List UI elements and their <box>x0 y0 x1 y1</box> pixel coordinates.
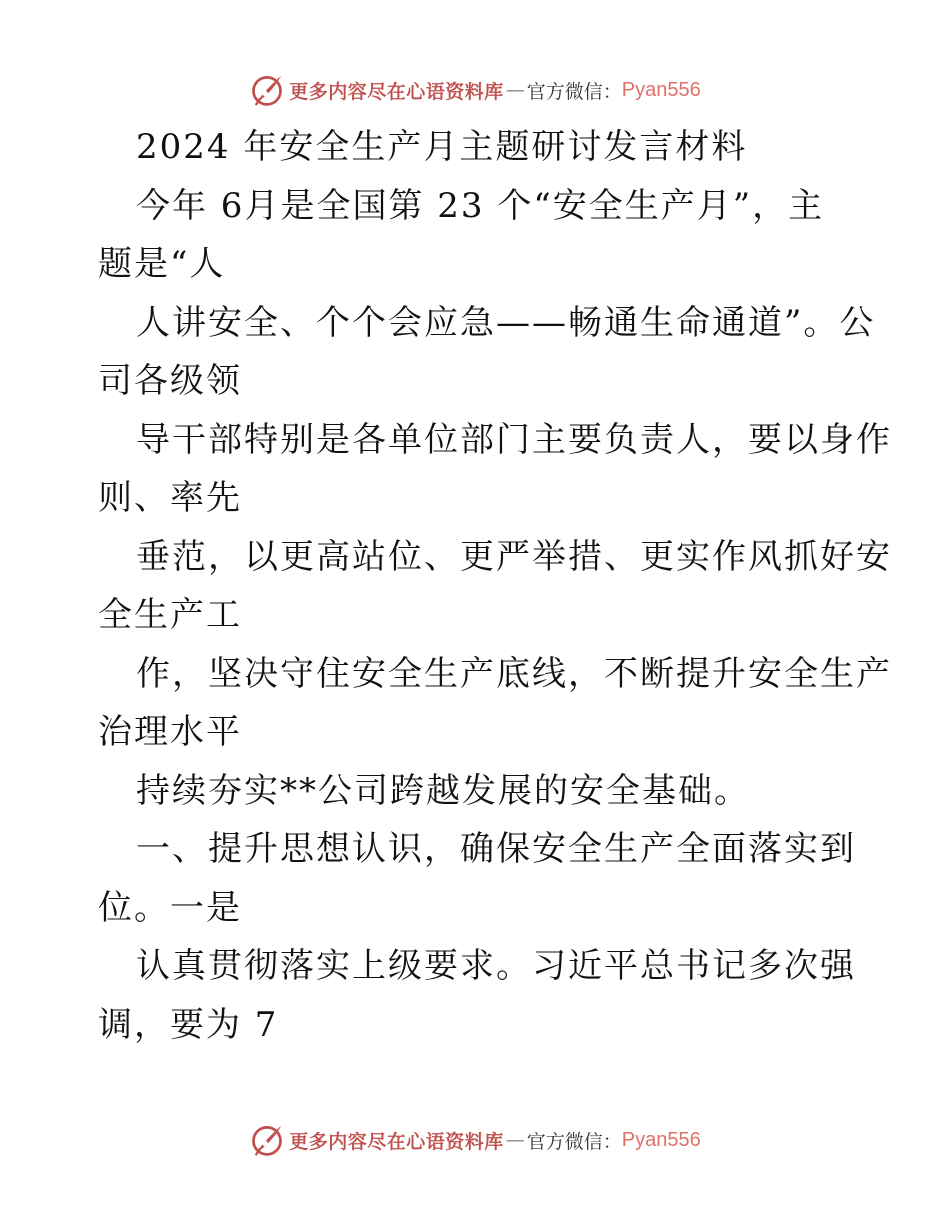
paragraph-line: 治理水平 <box>98 712 242 752</box>
section-heading-line: 一、提升思想认识，确保安全生产全面落实到 <box>136 829 856 869</box>
document-title: 2024 年安全生产月主题研讨发言材料 <box>136 127 748 167</box>
paragraph-line: 认真贯彻落实上级要求。习近平总书记多次强 <box>136 946 856 986</box>
paragraph-line: 导干部特别是各单位部门主要负责人，要以身作 <box>136 419 892 460</box>
quill-pen-logo-icon <box>249 72 285 108</box>
document-body <box>98 118 892 1054</box>
paragraph-line: 持续夯实**公司跨越发展的安全基础。 <box>136 770 750 811</box>
paragraph-line: 全生产工 <box>98 595 242 635</box>
paragraph-line: 垂范，以更高站位、更严举措、更实作风抓好安 <box>136 536 892 577</box>
paragraph-line: 则、率先 <box>98 478 242 518</box>
paragraph-line: 司各级领 <box>98 361 242 401</box>
quill-pen-logo-icon <box>249 1122 285 1158</box>
banner-wechat-id: Pyan556 <box>621 1128 701 1151</box>
header-banner <box>0 70 950 110</box>
banner-wechat-id: Pyan556 <box>621 78 701 101</box>
footer-banner <box>0 1120 950 1160</box>
banner-main-text: 更多内容尽在心语资料库 <box>289 1130 504 1153</box>
paragraph-line: 调，要为 7 <box>98 1004 279 1045</box>
paragraph-line: 今年 6月是全国第 23 个“安全生产月”，主 <box>136 185 825 226</box>
paragraph-line: 人讲安全、个个会应急——畅通生命通道”。公 <box>136 302 876 343</box>
paragraph-line: 位。一是 <box>98 887 242 928</box>
banner-wechat-label: 官方微信： <box>526 1130 622 1153</box>
banner-dash: — <box>505 79 525 101</box>
banner-main-text: 更多内容尽在心语资料库 <box>289 80 504 103</box>
banner-dash: — <box>505 1129 525 1151</box>
paragraph-line: 题是“人 <box>98 244 226 284</box>
banner-wechat-label: 官方微信： <box>526 80 622 103</box>
paragraph-line: 作，坚决守住安全生产底线，不断提升安全生产 <box>136 653 892 694</box>
